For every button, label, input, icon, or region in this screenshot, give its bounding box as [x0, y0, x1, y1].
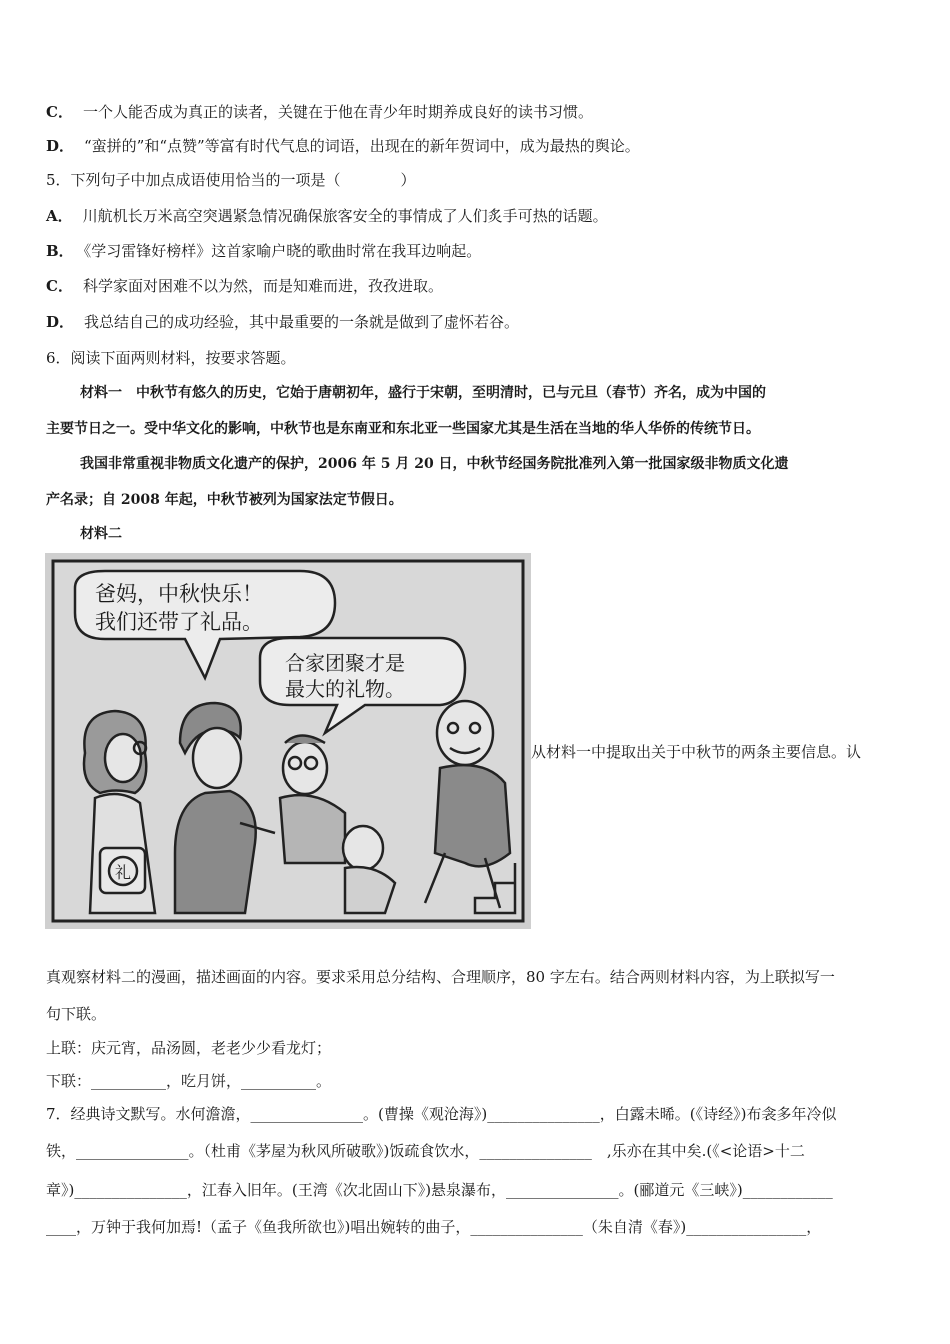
q6-task-part3: 句下联。 — [46, 1005, 107, 1023]
q7-line4: ____，万钟于我何加焉!（孟子《鱼我所欲也》)唱出婉转的曲子，_______________（朱自清《春》)________________， — [46, 1218, 822, 1236]
q6-task-part2: 真观察材料二的漫画，描述画面的内容。要求采用总分结构、合理顺序，80 字左右。结合两则材料内容，为上联拟写一 — [46, 968, 835, 986]
q5-option-c: C． 科学家面对困难不以为然，而是知难而进，孜孜进取。 — [46, 277, 443, 295]
q5-option-a: A． 川航机长万米高空突遇紧急情况确保旅客安全的事情成了人们炙手可热的话题。 — [46, 207, 608, 225]
material1-line2: 主要节日之一。受中华文化的影响，中秋节也是东南亚和东北亚一些国家尤其是生活在当地的华人华侨的传统节日。 — [46, 421, 760, 437]
q7-line2: 铁，_______________。（杜甫《茅屋为秋风所破歌》)饭疏食饮水，_______________ ,乐亦在其中矣.(《<论语>十二 — [46, 1142, 805, 1160]
q5-option-d: D． 我总结自己的成功经验，其中最重要的一条就是做到了虚怀若谷。 — [46, 313, 520, 331]
q4-option-d: D． “蛮拼的”和“点赞”等富有时代气息的词语，出现在的新年贺词中，成为最热的舆论。 — [46, 137, 640, 155]
q4-option-c: C． 一个人能否成为真正的读者，关键在于他在青少年时期养成良好的读书习惯。 — [46, 103, 593, 121]
couplet-lower: 下联：__________，吃月饼，__________。 — [46, 1072, 332, 1090]
bubble2-line2: 最大的礼物。 — [285, 677, 405, 701]
bubble1-line2: 我们还带了礼品。 — [95, 610, 263, 634]
q5-option-b: B． 《学习雷锋好榜样》这首家喻户晓的歌曲时常在我耳边响起。 — [46, 242, 482, 260]
gift-bag-char: 礼 — [115, 863, 132, 882]
bubble1-line1: 爸妈，中秋快乐！ — [95, 582, 263, 606]
couplet-upper: 上联：庆元宵，品汤圆，老老少少看龙灯； — [46, 1039, 332, 1057]
q7-line1: 7．经典诗文默写。水何澹澹，_______________。(曹操《观沧海》)_______________，白露未晞。(《诗经》)布衾多年冷似 — [46, 1105, 837, 1123]
bubble2-line1: 合家团聚才是 — [285, 651, 405, 675]
q5-stem: 5．下列句子中加点成语使用恰当的一项是（ ） — [46, 171, 416, 189]
material1-line1: 材料一 中秋节有悠久的历史，它始于唐朝初年，盛行于宋朝，至明清时，已与元旦（春节）齐名，成为中国的 — [80, 385, 766, 401]
q6-stem: 6．阅读下面两则材料，按要求答题。 — [46, 349, 296, 367]
material1-line4: 产名录；自 2008 年起，中秋节被列为国家法定节假日。 — [46, 492, 403, 508]
material1-line3: 我国非常重视非物质文化遗产的保护，2006 年 5 月 20 日，中秋节经国务院批准列入第一批国家级非物质文化遗 — [80, 456, 789, 472]
cartoon-image — [45, 553, 531, 929]
q6-task-part1: 从材料一中提取出关于中秋节的两条主要信息。认 — [531, 743, 862, 761]
material2-label: 材料二 — [80, 526, 122, 542]
q7-line3: 章》)_______________，江春入旧年。(王湾《次北固山下》)悬泉瀑布，_______________。(郦道元《三峡》)____________ — [46, 1181, 833, 1199]
